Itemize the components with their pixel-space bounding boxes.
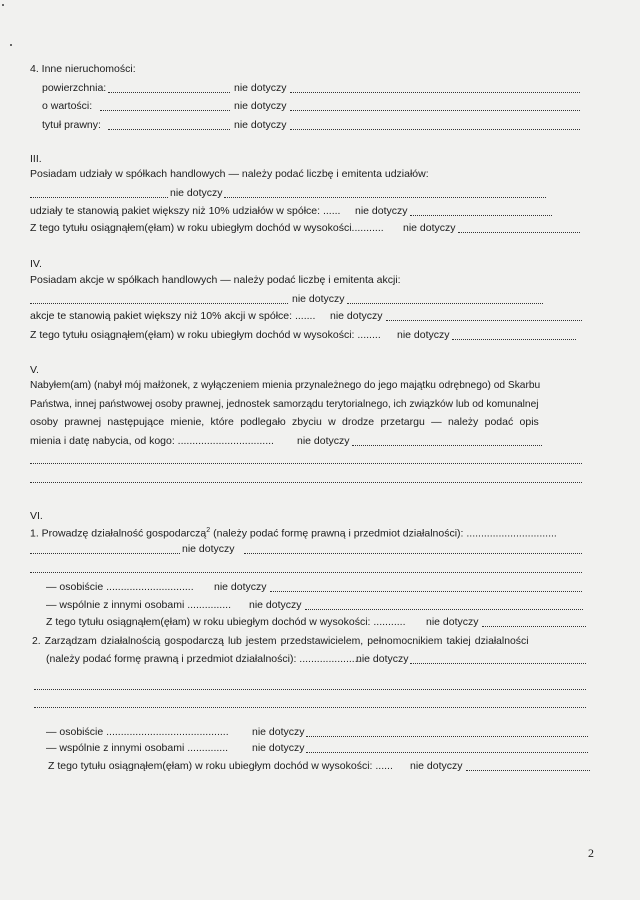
item2-income-value: nie dotyczy	[410, 760, 463, 772]
section-v-line2: Państwa, innej państwowej osoby prawnej, jednostek samorządu terytorialnego, ich związków lub od komunalnej	[30, 399, 539, 410]
footnote-ref: 2	[206, 527, 211, 534]
item1-personally-fill	[270, 591, 582, 592]
section-iv-number: IV.	[30, 258, 42, 270]
area-value: nie dotyczy	[234, 82, 287, 94]
value-fill-line	[290, 110, 580, 111]
item1-income: Z tego tytułu osiągnąłem(ęłam) w roku ubiegłym dochód w wysokości: ...........	[46, 616, 406, 628]
item1-text: 1. Prowadzę działalność gospodarczą	[30, 527, 207, 540]
item1-line2-value: nie dotyczy	[182, 543, 235, 555]
section-iv-line4-value: nie dotyczy	[397, 329, 450, 341]
item2-line2-value: nie dotyczy	[356, 653, 409, 665]
item2-blank-line-1	[34, 689, 586, 690]
section-v-blank-line-2	[30, 482, 582, 483]
item1-line2-dots	[30, 553, 180, 554]
section-v-line1: Nabyłem(am) (nabył mój małżonek, z wyłączeniem mienia przynależnego do jego majątku odrębnego) od Skarbu	[30, 380, 541, 391]
section-iii-line4-value: nie dotyczy	[403, 222, 456, 234]
item1-personally-value: nie dotyczy	[214, 581, 267, 593]
section-iii-line4: Z tego tytułu osiągnąłem(ęłam) w roku ubiegłym dochód w wysokości...........	[30, 222, 384, 234]
section-iii-line2-value: nie dotyczy	[170, 187, 223, 199]
item1-text-b: (należy podać formę prawną i przedmiot działalności): ...............................	[210, 527, 557, 540]
section-iv-line1: Posiadam akcje w spółkach handlowych — należy podać liczbę i emitenta akcji:	[30, 274, 401, 286]
item1-personally: — osobiście ..............................	[46, 581, 194, 593]
area-fill-line	[290, 92, 580, 93]
section-iv-line4-fill	[452, 339, 576, 340]
section-v-line4-fill	[352, 445, 542, 446]
item2-personally-value: nie dotyczy	[252, 726, 305, 738]
item2-blank-line-2	[34, 707, 586, 708]
item2-income-fill	[466, 770, 590, 771]
title-value: nie dotyczy	[234, 119, 287, 131]
section-v-number: V.	[30, 364, 39, 376]
item2-jointly-value: nie dotyczy	[252, 742, 305, 754]
scan-speck	[2, 4, 4, 6]
section-vi-item1-line1	[30, 524, 557, 541]
item1-jointly-fill	[305, 609, 583, 610]
value-dots	[100, 110, 230, 111]
section-v-line4-value: nie dotyczy	[297, 435, 350, 447]
section-v-line4: mienia i datę nabycia, od kogo: .................................	[30, 435, 274, 447]
section-vi-number: VI.	[30, 510, 43, 522]
section-iii-line4-fill	[458, 232, 580, 233]
item1-line2-fill	[244, 553, 582, 554]
area-label: powierzchnia:	[42, 82, 107, 94]
section-iii-number: III.	[30, 153, 42, 165]
section-iii-line2-dots	[30, 197, 168, 198]
item2-income: Z tego tytułu osiągnąłem(ęłam) w roku ubiegłym dochód w wysokości: ......	[48, 760, 393, 772]
section-vi-item2-line2: (należy podać formę prawną i przedmiot działalności): .....................	[46, 653, 361, 665]
value-label: o wartości:	[42, 100, 93, 112]
section-v-line3: osoby prawnej następujące mienie, które podlegało zbyciu w drodze przetargu — należy podać opis	[30, 416, 539, 428]
section-iv-line3-value: nie dotyczy	[330, 310, 383, 322]
item2-personally-fill	[306, 736, 588, 737]
item1-jointly-value: nie dotyczy	[249, 599, 302, 611]
scan-speck	[10, 44, 12, 46]
title-dots	[108, 129, 230, 130]
section-iv-line2-fill	[347, 303, 543, 304]
section-iv-line4: Z tego tytułu osiągnąłem(ęłam) w roku ubiegłym dochód w wysokości: ........	[30, 329, 381, 341]
item1-income-value: nie dotyczy	[426, 616, 479, 628]
item1-jointly: — wspólnie z innymi osobami ...............	[46, 599, 231, 611]
item2-personally: — osobiście ..........................................	[46, 726, 229, 738]
section-4-heading: 4. Inne nieruchomości:	[30, 63, 136, 75]
item2-jointly-fill	[306, 752, 588, 753]
item2-line2-fill	[410, 663, 586, 664]
section-vi-item2-line1: 2. Zarządzam działalnością gospodarczą lub jestem przedstawicielem, pełnomocnikiem takiej działalności	[32, 636, 529, 647]
section-iv-line3: akcje te stanowią pakiet większy niż 10% akcji w spółce: .......	[30, 310, 316, 322]
value-value: nie dotyczy	[234, 100, 287, 112]
section-iv-line3-fill	[386, 320, 582, 321]
page-number: 2	[588, 846, 594, 860]
section-iii-line1: Posiadam udziały w spółkach handlowych — należy podać liczbę i emitenta udziałów:	[30, 168, 429, 180]
section-iii-line2-fill	[224, 197, 546, 198]
item1-blank-line	[30, 572, 582, 573]
item2-jointly: — wspólnie z innymi osobami ..............	[46, 742, 229, 754]
section-iv-line2-value: nie dotyczy	[292, 293, 345, 305]
section-iii-line3-value: nie dotyczy	[355, 205, 408, 217]
section-v-blank-line-1	[30, 463, 582, 464]
section-iv-line2-dots	[30, 303, 288, 304]
section-iii-line3: udziały te stanowią pakiet większy niż 10% udziałów w spółce: ......	[30, 205, 341, 217]
title-label: tytuł prawny:	[42, 119, 101, 131]
item1-income-fill	[482, 626, 586, 627]
area-dots	[108, 92, 230, 93]
section-iii-line3-fill	[410, 215, 552, 216]
title-fill-line	[290, 129, 580, 130]
